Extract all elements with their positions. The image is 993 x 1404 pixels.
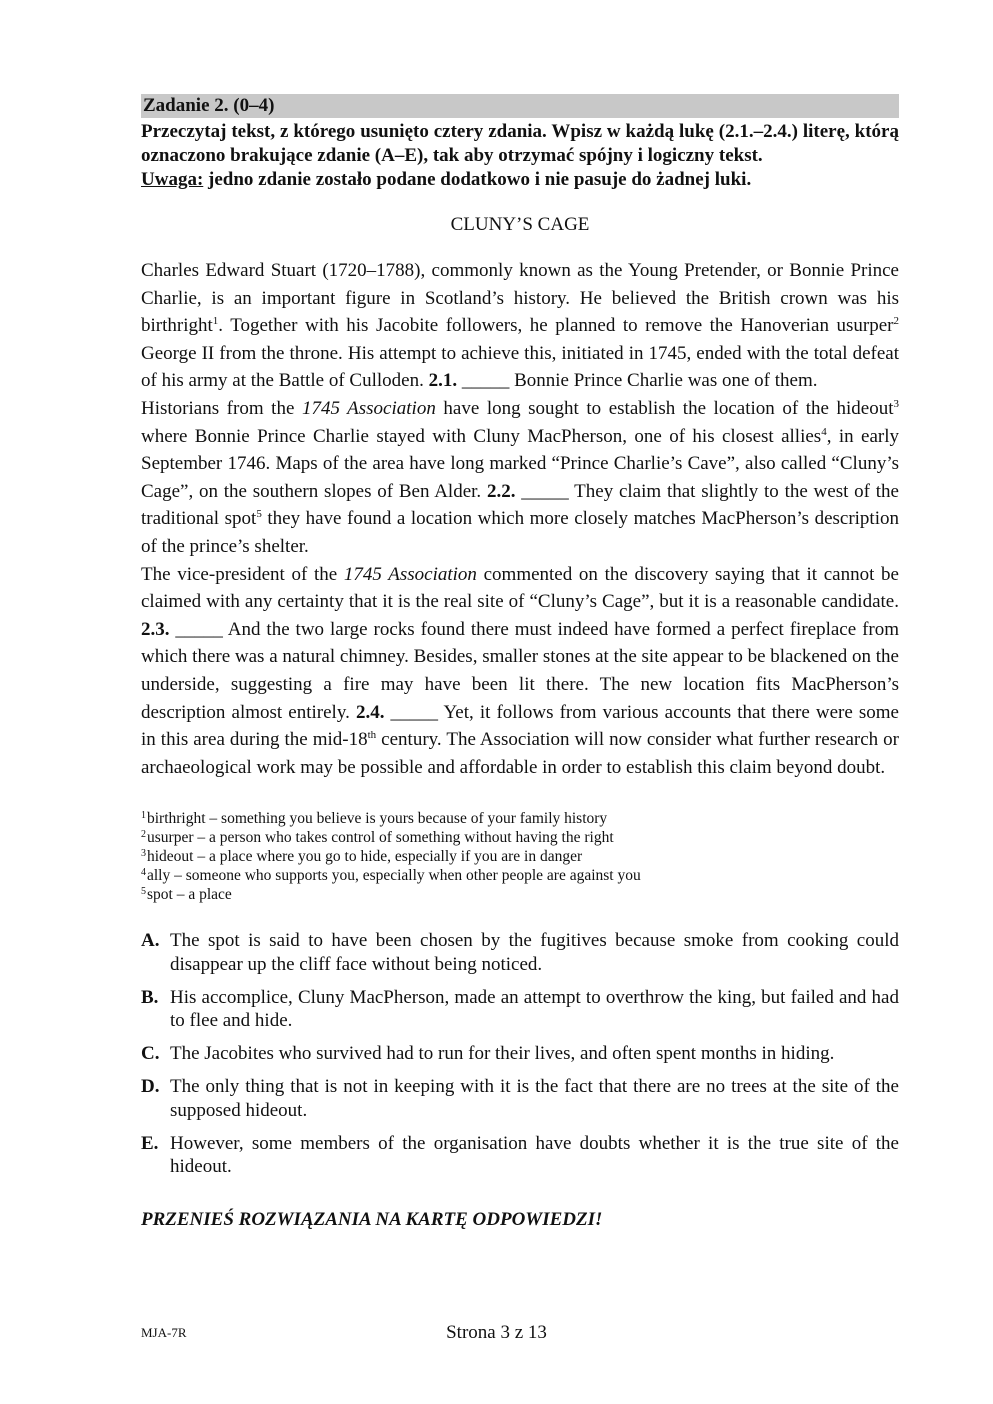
footnote-text: spot – a place — [147, 886, 232, 904]
option-text: However, some members of the organisation have doubts whether it is the true site of the hideout. — [170, 1132, 899, 1178]
gap-label-2-2: 2.2. — [486, 480, 516, 502]
footnote-number: 1 — [141, 810, 146, 822]
footnote-number: 3 — [141, 848, 146, 860]
option-letter: A. — [141, 930, 160, 952]
gap-blank-2-1[interactable]: _____ — [457, 370, 515, 392]
exam-page — [141, 94, 899, 1232]
option-e — [141, 1132, 899, 1179]
gap-blank-2-3[interactable]: _____ — [169, 618, 228, 640]
option-b — [141, 986, 899, 1033]
option-c — [141, 1042, 899, 1066]
paragraph-text: Historians from the — [141, 397, 302, 419]
option-letter: B. — [141, 986, 159, 1008]
exam-code: MJA-7R — [141, 1325, 187, 1340]
answer-options — [141, 929, 899, 1179]
option-text: The spot is said to have been chosen by the fugitives because smoke from cooking could disappear up the cliff face without being noticed. — [170, 930, 899, 975]
footnote-item — [141, 809, 899, 828]
paragraph-2 — [141, 395, 899, 561]
paragraph-3 — [141, 561, 899, 782]
paragraph-text: . Together with his Jacobite followers, he planned to remove the Hanoverian usurper — [218, 315, 894, 337]
gap-label-2-4: 2.4. — [355, 701, 385, 723]
note-text: jedno zdanie zostało podane dodatkowo i nie pasuje do żadnej luki. — [203, 169, 752, 190]
footnote-text: birthright – something you believe is yours because of your family history — [147, 810, 608, 828]
task-header: Zadanie 2. (0–4) — [141, 94, 899, 118]
paragraph-1 — [141, 257, 899, 395]
footnotes — [141, 809, 899, 904]
option-text: The Jacobites who survived had to run for their lives, and often spent months in hiding. — [170, 1043, 835, 1065]
footnote-ref-1: 1 — [212, 315, 219, 328]
footnote-item — [141, 847, 899, 866]
paragraph-text: They claim that slightly to the west of the traditional spot — [141, 480, 899, 530]
footnote-item — [141, 885, 899, 904]
option-letter: E. — [141, 1132, 159, 1154]
paragraph-text: century. The Association will now consider what further research or archaeological work may be possible and affordable in order to establish this claim beyond doubt. — [141, 729, 899, 778]
footnote-number: 4 — [141, 867, 146, 879]
task-instruction — [141, 120, 899, 192]
gap-label-2-1: 2.1. — [428, 370, 458, 392]
footnote-ref-3: 3 — [893, 397, 899, 410]
gap-blank-2-4[interactable]: _____ — [384, 701, 444, 723]
note-label: Uwaga: — [141, 169, 204, 190]
paragraph-text: Bonnie Prince Charlie was one of them. — [514, 370, 818, 392]
footnote-ref-5: 5 — [256, 508, 262, 521]
footnote-text: usurper – a person who takes control of something without having the right — [147, 829, 614, 847]
paragraph-text: where Bonnie Prince Charlie stayed with Cluny MacPherson, one of his closest allies — [141, 425, 822, 447]
association-name: 1745 Association — [343, 563, 477, 585]
paragraph-text: George II from the throne. His attempt to achieve this, initiated in 1745, ended with the total defeat of his army at the Battle of Culloden. — [141, 342, 899, 392]
footnote-item — [141, 866, 899, 885]
association-name: 1745 Association — [301, 397, 436, 419]
footnote-ref-4: 4 — [821, 425, 827, 438]
paragraph-text: Yet, it follows from various accounts that there were some in this area during the mid-18 — [141, 701, 899, 751]
footnote-text: hideout – a place where you go to hide, especially if you are in danger — [147, 848, 583, 866]
paragraph-text: have long sought to establish the location of the hideout — [435, 397, 894, 419]
footnote-text: ally – someone who supports you, especially when other people are against you — [147, 867, 641, 885]
paragraph-text: , in early September 1746. Maps of the area have long marked “Prince Charlie’s Cave”, also called “Cluny’s Cage”, on the southern slopes of Ben Alder. — [141, 425, 899, 502]
footnote-number: 2 — [141, 829, 146, 841]
transfer-notice: PRZENIEŚ ROZWIĄZANIA NA KARTĘ ODPOWIEDZI! — [141, 1208, 603, 1230]
footnote-item — [141, 828, 899, 847]
instruction-text: Przeczytaj tekst, z którego usunięto cztery zdania. Wpisz w każdą lukę (2.1.–2.4.) literę, którą oznaczono brakujące zdanie (A–E), tak aby otrzymać spójny i logiczny tekst. — [141, 121, 899, 166]
footnote-number: 5 — [141, 886, 146, 898]
option-letter: D. — [141, 1076, 160, 1098]
paragraph-text: Charles Edward Stuart (1720–1788), commonly known as the Young Pretender, or Bonnie Prince Charlie, is an important figure in Scotland’s history. He believed the British crown was his birthright — [141, 260, 899, 337]
ordinal-suffix: th — [367, 729, 377, 742]
option-text: The only thing that is not in keeping with it is the fact that there are no trees at the site of the supposed hideout. — [170, 1076, 899, 1121]
option-a — [141, 929, 899, 976]
gap-blank-2-2[interactable]: _____ — [515, 480, 575, 502]
option-letter: C. — [141, 1043, 160, 1065]
option-d — [141, 1075, 899, 1122]
text-title: CLUNY’S CAGE — [450, 214, 590, 235]
footnote-ref-2: 2 — [893, 315, 899, 328]
page-number: Strona 3 z 13 — [446, 1322, 547, 1343]
reading-text — [141, 257, 899, 781]
paragraph-text: they have found a location which more closely matches MacPherson’s description of the prince’s shelter. — [141, 508, 899, 557]
gap-label-2-3: 2.3. — [141, 618, 170, 640]
option-text: His accomplice, Cluny MacPherson, made an attempt to overthrow the king, but failed and had to flee and hide. — [170, 986, 899, 1032]
paragraph-text: The vice-president of the — [141, 563, 344, 585]
paragraph-text: And the two large rocks found there must indeed have formed a perfect fireplace from which there was a natural chimney. Besides, smaller stones at the site appear to be blackened on the underside, suggesting a fire may have been lit there. The new location fits MacPherson’s description almost entirely. — [141, 618, 900, 723]
paragraph-text: commented on the discovery saying that it cannot be claimed with any certainty that it is the real site of “Cluny’s Cage”, but it is a reasonable candidate. — [141, 563, 899, 613]
